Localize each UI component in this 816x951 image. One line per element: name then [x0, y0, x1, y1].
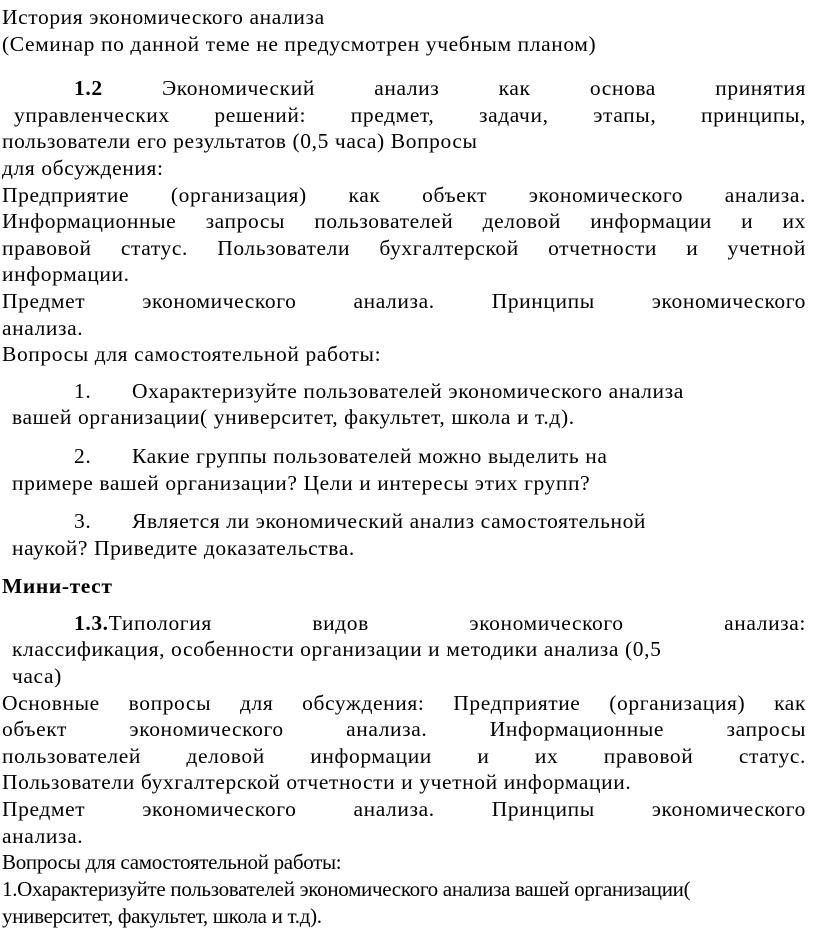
- question-2: [2, 443, 806, 496]
- spacer: [2, 57, 806, 75]
- doc-title: История экономического анализа: [2, 5, 325, 29]
- question-1: [2, 378, 806, 431]
- section-1-2-title-line4: для обсуждения:: [2, 155, 164, 180]
- paragraph-line: Информационные запросы пользователей деловой информации и их: [2, 209, 806, 234]
- question-text-cont: наукой? Приведите доказательства.: [12, 535, 355, 560]
- section-1-3-heading: [2, 610, 806, 637]
- doc-subtitle: (Семинар по данной теме не предусмотрен учебным планом): [2, 31, 597, 56]
- section-1-3-title-line1: Типология видов экономического анализа:: [108, 610, 806, 635]
- mini-test-heading: Мини-тест: [2, 574, 113, 599]
- final-question-line2: университет, факультет, школа и т.д).: [2, 904, 322, 929]
- question-text: Какие группы пользователей можно выделить на: [132, 443, 608, 468]
- question-number: 2.: [74, 443, 92, 468]
- section-1-3-paragraph-2: [2, 796, 806, 849]
- section-1-3-title-line3: часа): [12, 664, 62, 689]
- paragraph-line: пользователей деловой информации и их правовой статус.: [2, 743, 806, 768]
- section-1-2-number: 1.2: [74, 76, 103, 101]
- section-1-3-title-line2: классификация, особенности организации и методики анализа (0,5: [12, 637, 662, 662]
- paragraph-line: анализа.: [2, 823, 84, 848]
- paragraph-line: информации.: [2, 262, 130, 287]
- question-text-cont: вашей организации( университет, факультет, школа и т.д).: [12, 405, 575, 430]
- paragraph-line: анализа.: [2, 315, 84, 340]
- self-work-heading-2: Вопросы для самостоятельной работы:: [2, 850, 342, 875]
- section-1-2-paragraph-2: [2, 288, 806, 341]
- section-1-3-number: 1.3.: [74, 610, 109, 635]
- paragraph-line: Предмет экономического анализа. Принципы экономического: [2, 288, 806, 313]
- final-question-line1: 1.Охарактеризуйте пользователей экономического анализа вашей организации(: [2, 877, 691, 902]
- question-3: [2, 508, 806, 561]
- question-text: Является ли экономический анализ самостоятельной: [132, 509, 647, 534]
- question-text: Охарактеризуйте пользователей экономического анализа: [132, 378, 684, 403]
- section-1-2-heading: [2, 75, 806, 102]
- section-1-2-title-line1: Экономический анализ как основа принятия: [102, 76, 806, 101]
- section-1-2-title-line2: управленческих решений: предмет, задачи, этапы, принципы,: [14, 102, 806, 127]
- paragraph-line: правовой статус. Пользователи бухгалтерской отчетности и учетной: [2, 235, 806, 260]
- self-work-heading: Вопросы для самостоятельной работы:: [2, 342, 382, 367]
- paragraph-line: Основные вопросы для обсуждения: Предприятие (организация) как: [2, 690, 806, 715]
- paragraph-line: Пользователи бухгалтерской отчетности и учетной информации.: [2, 770, 632, 795]
- question-text-cont: примере вашей организации? Цели и интересы этих групп?: [12, 470, 591, 495]
- paragraph-line: объект экономического анализа. Информационные запросы: [2, 717, 806, 742]
- paragraph-line: Предприятие (организация) как объект экономического анализа.: [2, 182, 806, 207]
- question-number: 1.: [74, 378, 92, 403]
- section-1-3-paragraph-1: [2, 690, 806, 796]
- question-number: 3.: [74, 509, 92, 534]
- paragraph-line: Предмет экономического анализа. Принципы экономического: [2, 797, 806, 822]
- section-1-2-paragraph-1: [2, 182, 806, 288]
- section-1-2-title-line3: пользователи его результатов (0,5 часа) Вопросы: [2, 129, 478, 154]
